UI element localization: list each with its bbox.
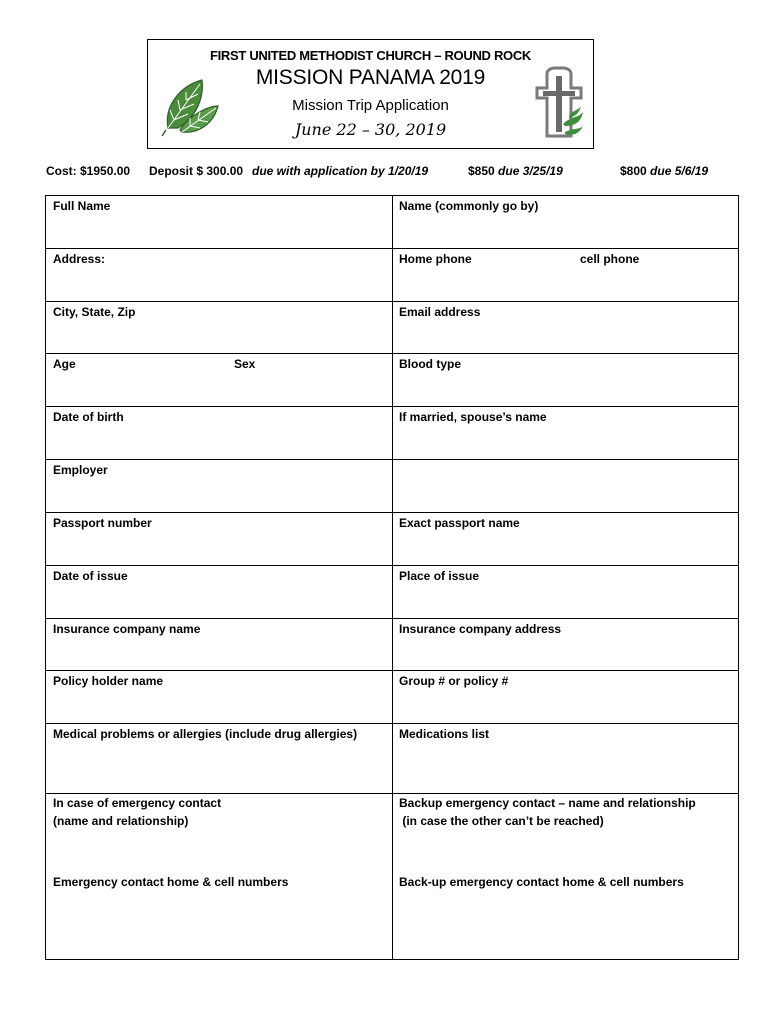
- spouse-field[interactable]: [393, 407, 738, 459]
- trip-subtitle: Mission Trip Application: [292, 97, 449, 114]
- emergency-contact-label-2: (name and relationship): [53, 814, 189, 828]
- form-row-issue: [46, 566, 738, 619]
- form-row-age: [46, 354, 738, 407]
- address-field[interactable]: [46, 249, 393, 301]
- medical-label: Medical problems or allergies (include drug allergies): [53, 727, 358, 741]
- dob-field[interactable]: [46, 407, 393, 459]
- policy-holder-label: Policy holder name: [53, 674, 164, 688]
- insurance-company-field[interactable]: [46, 619, 393, 670]
- form-row-emergency: [46, 794, 738, 959]
- sex-label: Sex: [234, 357, 256, 371]
- age-sex-field[interactable]: [46, 354, 393, 406]
- application-form: [45, 195, 739, 960]
- header-box: [147, 39, 594, 149]
- second-payment: $850 due 3/25/19: [468, 164, 563, 178]
- trip-dates: June 22 – 30, 2019: [294, 120, 447, 139]
- emergency-contact-field[interactable]: [46, 794, 393, 959]
- insurance-company-label: Insurance company name: [53, 622, 201, 636]
- form-row-city: [46, 302, 738, 354]
- passport-name-field[interactable]: [393, 513, 738, 565]
- emergency-contact-label-1: In case of emergency contact: [53, 796, 222, 810]
- backup-numbers-label: Back-up emergency contact home & cell numbers: [399, 875, 684, 889]
- full-name-field[interactable]: [46, 196, 393, 248]
- leaf-logo-icon: [160, 76, 222, 138]
- cost-total: Cost: $1950.00: [46, 164, 131, 178]
- age-label: Age: [53, 357, 76, 371]
- passport-number-field[interactable]: [46, 513, 393, 565]
- medical-field[interactable]: [46, 724, 393, 793]
- medications-label: Medications list: [399, 727, 490, 741]
- deposit-due: due with application by 1/20/19: [252, 164, 429, 178]
- cell-phone-label: cell phone: [580, 252, 640, 266]
- policy-holder-field[interactable]: [46, 671, 393, 723]
- passport-number-label: Passport number: [53, 516, 152, 530]
- backup-contact-label-2: (in case the other can’t be reached): [399, 814, 604, 828]
- third-payment: $800 due 5/6/19: [620, 164, 709, 178]
- cost-line: [46, 164, 736, 180]
- full-name-label: Full Name: [53, 199, 111, 213]
- address-label: Address:: [53, 252, 106, 266]
- form-row-insurance: [46, 619, 738, 671]
- passport-name-label: Exact passport name: [399, 516, 520, 530]
- mission-title: MISSION PANAMA 2019: [255, 66, 486, 89]
- spouse-label: If married, spouse’s name: [399, 410, 547, 424]
- employer-label: Employer: [53, 463, 108, 477]
- place-of-issue-field[interactable]: [393, 566, 738, 618]
- insurance-address-label: Insurance company address: [399, 622, 562, 636]
- date-of-issue-field[interactable]: [46, 566, 393, 618]
- dob-label: Date of birth: [53, 410, 124, 424]
- form-row-address: [46, 249, 738, 302]
- deposit-amount: Deposit $ 300.00: [149, 164, 244, 178]
- city-state-zip-label: City, State, Zip: [53, 305, 136, 319]
- nickname-label: Name (commonly go by): [399, 199, 539, 213]
- form-row-employer: [46, 460, 738, 513]
- church-name: FIRST UNITED METHODIST CHURCH – ROUND ROCK: [209, 48, 532, 63]
- insurance-address-field[interactable]: [393, 619, 738, 670]
- email-label: Email address: [399, 305, 481, 319]
- employer-field[interactable]: [46, 460, 393, 512]
- employer-blank-field[interactable]: [393, 460, 738, 512]
- cross-logo-icon: [533, 66, 585, 142]
- phone-field[interactable]: [393, 249, 738, 301]
- backup-contact-field[interactable]: [393, 794, 738, 959]
- blood-type-field[interactable]: [393, 354, 738, 406]
- form-row-policy: [46, 671, 738, 724]
- group-policy-label: Group # or policy #: [399, 674, 509, 688]
- form-row-name: [46, 196, 738, 249]
- place-of-issue-label: Place of issue: [399, 569, 480, 583]
- date-of-issue-label: Date of issue: [53, 569, 128, 583]
- blood-type-label: Blood type: [399, 357, 461, 371]
- backup-contact-label-1: Backup emergency contact – name and relationship: [399, 796, 696, 810]
- emergency-numbers-label: Emergency contact home & cell numbers: [53, 875, 289, 889]
- form-row-dob: [46, 407, 738, 460]
- medications-field[interactable]: [393, 724, 738, 793]
- email-field[interactable]: [393, 302, 738, 353]
- home-phone-label: Home phone: [399, 252, 472, 266]
- form-row-medical: [46, 724, 738, 794]
- nickname-field[interactable]: [393, 196, 738, 248]
- city-state-zip-field[interactable]: [46, 302, 393, 353]
- group-policy-field[interactable]: [393, 671, 738, 723]
- form-row-passport: [46, 513, 738, 566]
